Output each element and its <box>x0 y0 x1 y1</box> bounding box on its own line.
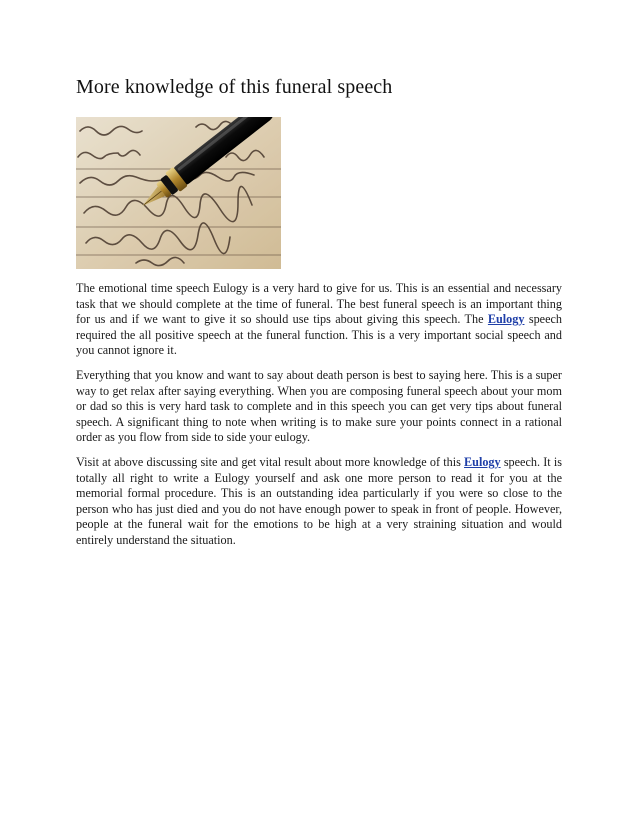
pen-and-letter-image <box>76 117 281 269</box>
eulogy-link[interactable]: Eulogy <box>464 454 501 469</box>
page-title: More knowledge of this funeral speech <box>76 76 393 98</box>
paragraph-1 <box>76 281 562 359</box>
paragraph-3-after: speech. It is totally all right to write a Eulogy yourself and ask one more person to read it for you at the memorial formal procedure. This is an outstanding idea particularly if you were so close to the person who has just died and you do not have enough power to speak in front of people. However, people at the funeral wait for the emotions to be high at a very straining situation and would entirely understand the situation. <box>76 454 563 547</box>
paragraph-1-after: speech required the all positive speech at the funeral function. This is a very important social speech and you cannot ignore it. <box>76 312 562 358</box>
paragraph-3-before: Visit at above discussing site and get vital result about more knowledge of this <box>76 454 465 469</box>
paragraph-3 <box>76 455 562 549</box>
eulogy-link[interactable]: Eulogy <box>487 312 525 327</box>
body-text <box>76 281 562 558</box>
paragraph-1-before: The emotional time speech Eulogy is a very hard to give for us. This is an essential and necessary task that we should complete at the time of funeral. The best funeral speech is an important thing for us and if we want to give it so should use tips about giving this speech. The <box>76 281 562 327</box>
paragraph-2: Everything that you know and want to say about death person is best to saying here. This is a super way to get relax after saying everything. When you are composing funeral speech about your mom or dad so this is very hard task to complete and in this speech you can get very tips about funeral speech. A significant thing to note when writing is to make sure your points connect in a rational order as you flow from side to side your eulogy. <box>76 367 562 445</box>
